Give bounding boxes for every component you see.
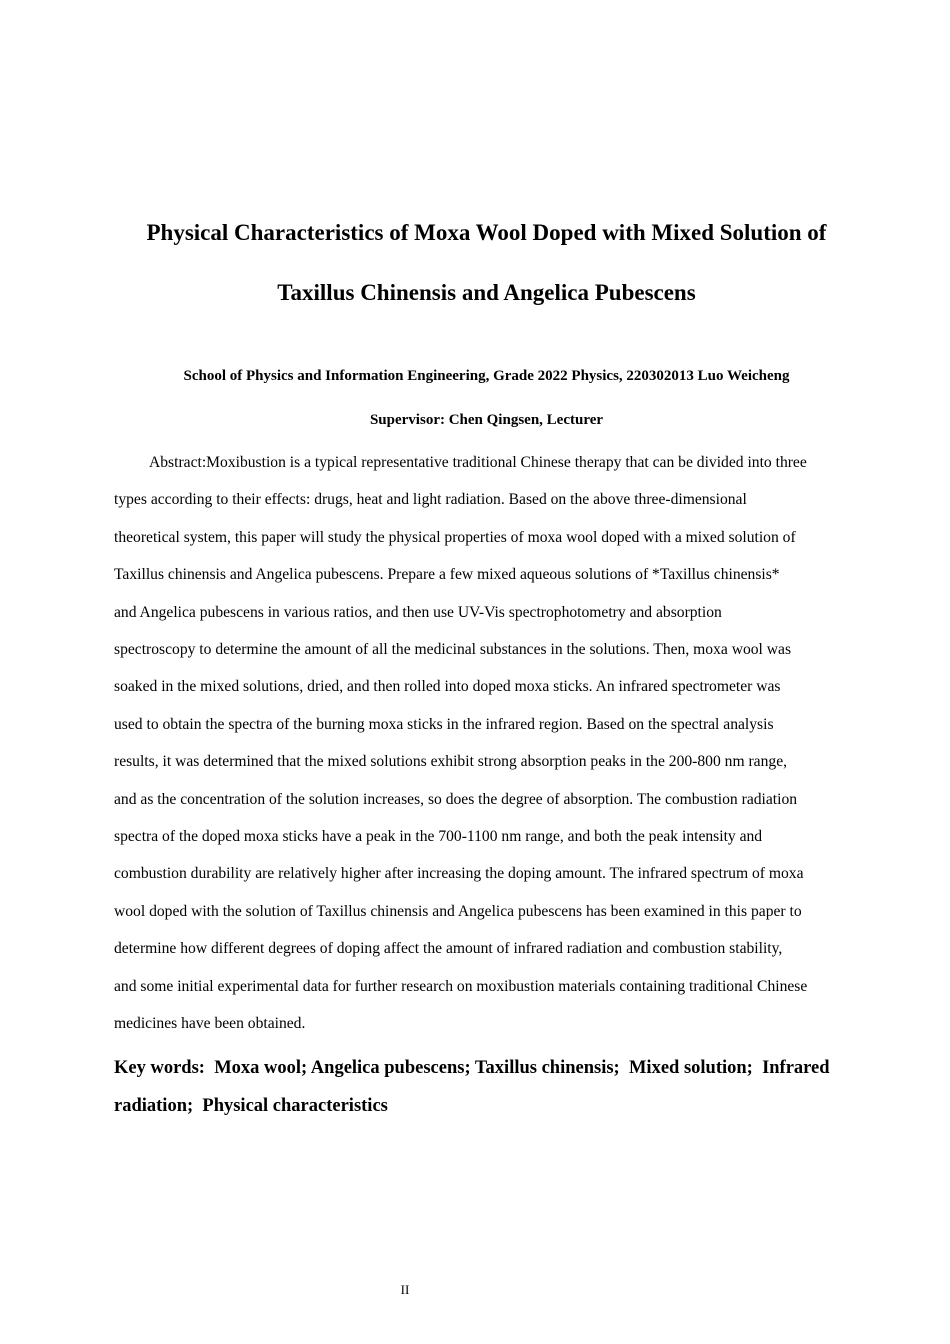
abstract-line: and Angelica pubescens in various ratios, and then use UV-Vis spectrophotometry and absorption bbox=[114, 603, 722, 621]
abstract-line: Taxillus chinensis and Angelica pubescens. Prepare a few mixed aqueous solutions of *Taxillus chinensis* bbox=[114, 566, 780, 584]
paper-title bbox=[80, 203, 893, 323]
abstract-line: medicines have been obtained. bbox=[114, 1015, 306, 1033]
page-number: II bbox=[400, 1282, 410, 1297]
supervisor-line: Supervisor: Chen Qingsen, Lecturer bbox=[369, 412, 604, 428]
abstract-line: spectroscopy to determine the amount of all the medicinal substances in the solutions. Then, moxa wool was bbox=[114, 641, 792, 659]
abstract-paragraph bbox=[114, 444, 864, 1043]
abstract-line: soaked in the mixed solutions, dried, and then rolled into doped moxa sticks. An infrared spectrometer was bbox=[114, 678, 781, 696]
abstract-line: used to obtain the spectra of the burning moxa sticks in the infrared region. Based on the spectral analysis bbox=[114, 715, 774, 733]
author-affiliation: School of Physics and Information Engineering, Grade 2022 Physics, 220302013 Luo Weicheng bbox=[183, 368, 790, 384]
keywords-line-2: radiation; Physical characteristics bbox=[114, 1096, 388, 1116]
abstract-line: and as the concentration of the solution increases, so does the degree of absorption. The combustion radiation bbox=[114, 790, 798, 808]
abstract-line: combustion durability are relatively higher after increasing the doping amount. The infrared spectrum of moxa bbox=[114, 865, 804, 883]
abstract-line: types according to their effects: drugs, heat and light radiation. Based on the above three-dimensional bbox=[114, 491, 747, 509]
abstract-line: Abstract:Moxibustion is a typical representative traditional Chinese therapy that can be divided into three bbox=[149, 454, 807, 471]
abstract-line: spectra of the doped moxa sticks have a peak in the 700-1100 nm range, and both the peak intensity and bbox=[114, 828, 763, 846]
abstract-line: and some initial experimental data for further research on moxibustion materials containing traditional Chinese bbox=[114, 977, 808, 995]
abstract-line: determine how different degrees of doping affect the amount of infrared radiation and combustion stability, bbox=[114, 940, 783, 958]
keywords-line-1: Key words: Moxa wool; Angelica pubescens; Taxillus chinensis; Mixed solution; Infrared bbox=[114, 1058, 830, 1078]
paper-title-line-1: Physical Characteristics of Moxa Wool Doped with Mixed Solution of bbox=[146, 220, 827, 245]
paper-title-line-2: Taxillus Chinensis and Angelica Pubescens bbox=[277, 280, 696, 305]
abstract-line: results, it was determined that the mixed solutions exhibit strong absorption peaks in the 200-800 nm range, bbox=[114, 753, 788, 771]
abstract-line: wool doped with the solution of Taxillus chinensis and Angelica pubescens has been examined in this paper to bbox=[114, 902, 802, 920]
keywords-section bbox=[114, 1049, 874, 1125]
abstract-line: theoretical system, this paper will study the physical properties of moxa wool doped with a mixed solution of bbox=[114, 528, 796, 546]
